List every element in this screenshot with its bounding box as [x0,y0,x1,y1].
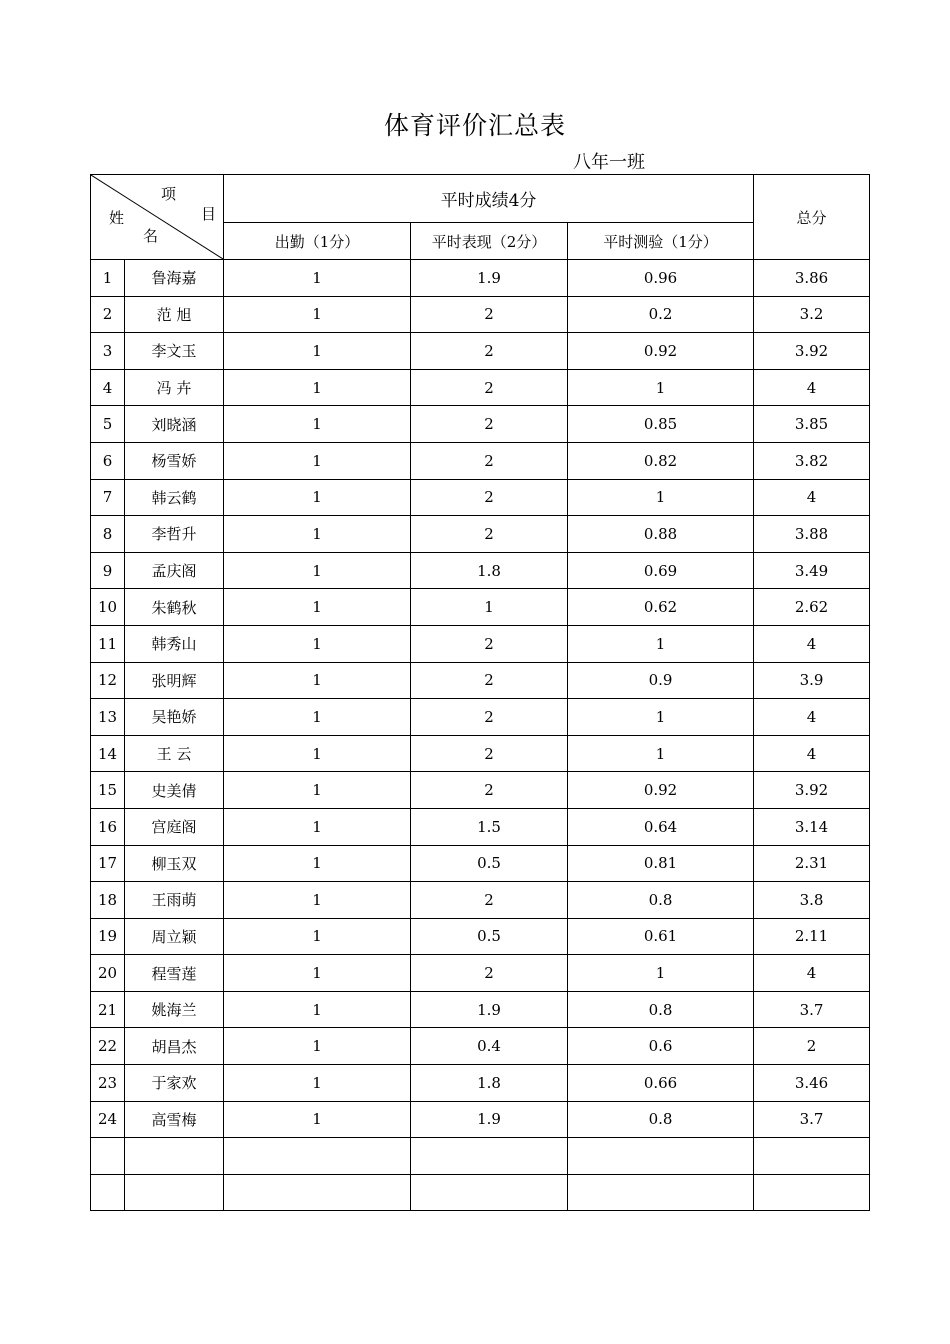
total-cell: 3.7 [754,1101,870,1138]
test-cell: 1 [568,735,754,772]
corner-header-cell [91,175,224,260]
table-row [91,296,870,333]
attendance-cell: 1 [224,1028,411,1065]
table-row [91,1028,870,1065]
attendance-cell: 1 [224,808,411,845]
total-cell [754,1138,870,1175]
row-number-cell: 14 [91,735,125,772]
table-row [91,479,870,516]
performance-cell: 0.4 [411,1028,568,1065]
performance-cell: 2 [411,479,568,516]
test-header-cell: 平时测验（1分） [568,223,754,260]
test-cell: 0.6 [568,1028,754,1065]
performance-cell: 1.9 [411,260,568,297]
attendance-cell: 1 [224,1065,411,1102]
row-number-cell: 22 [91,1028,125,1065]
test-cell: 0.8 [568,882,754,919]
performance-cell: 2 [411,333,568,370]
row-number-cell [91,1138,125,1175]
test-cell: 0.64 [568,808,754,845]
attendance-cell: 1 [224,918,411,955]
test-cell: 0.88 [568,516,754,553]
performance-cell: 2 [411,296,568,333]
table-row [91,991,870,1028]
performance-cell: 2 [411,772,568,809]
corner-label-mu: 目 [201,205,217,223]
student-name-cell: 宫庭阁 [125,808,224,845]
test-cell: 0.92 [568,333,754,370]
row-number-cell: 6 [91,442,125,479]
performance-cell: 2 [411,369,568,406]
table-row [91,699,870,736]
performance-cell: 1 [411,589,568,626]
performance-cell: 1.5 [411,808,568,845]
attendance-cell: 1 [224,552,411,589]
attendance-cell: 1 [224,589,411,626]
student-name-cell: 朱鹤秋 [125,589,224,626]
test-cell: 0.66 [568,1065,754,1102]
table-row [91,260,870,297]
row-number-cell: 16 [91,808,125,845]
table-row [91,442,870,479]
student-name-cell: 王雨萌 [125,882,224,919]
student-name-cell [125,1138,224,1175]
performance-cell: 2 [411,442,568,479]
test-cell: 0.2 [568,296,754,333]
row-number-cell: 17 [91,845,125,882]
row-number-cell: 1 [91,260,125,297]
total-cell: 2.11 [754,918,870,955]
performance-cell: 2 [411,406,568,443]
table-row [91,1174,870,1211]
total-cell: 3.86 [754,260,870,297]
student-name-cell: 吴艳娇 [125,699,224,736]
total-cell: 4 [754,699,870,736]
document-title: 体育评价汇总表 [383,111,566,140]
student-name-cell: 韩云鹤 [125,479,224,516]
attendance-cell: 1 [224,516,411,553]
test-cell: 0.69 [568,552,754,589]
table-row [91,1138,870,1175]
test-cell: 0.9 [568,662,754,699]
attendance-cell [224,1138,411,1175]
student-name-cell: 范 旭 [125,296,224,333]
performance-cell: 2 [411,516,568,553]
total-cell: 3.88 [754,516,870,553]
total-cell: 2.31 [754,845,870,882]
test-cell: 0.62 [568,589,754,626]
table-row [91,406,870,443]
total-cell: 3.7 [754,991,870,1028]
attendance-cell: 1 [224,406,411,443]
total-cell: 4 [754,369,870,406]
total-cell: 3.8 [754,882,870,919]
attendance-cell: 1 [224,735,411,772]
performance-header-cell: 平时表现（2分） [411,223,568,260]
class-name: 八年一班 [573,152,645,173]
total-cell: 3.2 [754,296,870,333]
table-row [91,333,870,370]
test-cell: 1 [568,625,754,662]
total-cell: 4 [754,955,870,992]
test-cell [568,1174,754,1211]
attendance-cell: 1 [224,662,411,699]
row-number-cell: 8 [91,516,125,553]
student-name-cell: 冯 卉 [125,369,224,406]
attendance-cell: 1 [224,1101,411,1138]
attendance-cell [224,1174,411,1211]
table-row [91,625,870,662]
attendance-cell: 1 [224,882,411,919]
table-row [91,589,870,626]
test-cell: 1 [568,699,754,736]
header-row-1 [91,175,870,223]
total-cell: 3.82 [754,442,870,479]
corner-label-ming: 名 [143,227,159,245]
test-cell: 0.82 [568,442,754,479]
attendance-cell: 1 [224,955,411,992]
attendance-cell: 1 [224,333,411,370]
attendance-header-cell: 出勤（1分） [224,223,411,260]
student-name-cell: 于家欢 [125,1065,224,1102]
total-cell: 3.49 [754,552,870,589]
total-cell: 3.46 [754,1065,870,1102]
row-number-cell: 15 [91,772,125,809]
test-cell [568,1138,754,1175]
performance-cell: 2 [411,882,568,919]
attendance-cell: 1 [224,772,411,809]
test-cell: 1 [568,479,754,516]
student-name-cell: 杨雪娇 [125,442,224,479]
corner-label-xiang: 项 [161,185,177,203]
performance-cell: 2 [411,625,568,662]
student-name-cell: 鲁海嘉 [125,260,224,297]
performance-cell: 1.9 [411,1101,568,1138]
performance-cell [411,1174,568,1211]
student-name-cell: 韩秀山 [125,625,224,662]
row-number-cell: 20 [91,955,125,992]
student-name-cell: 孟庆阁 [125,552,224,589]
row-number-cell: 23 [91,1065,125,1102]
table-row [91,552,870,589]
attendance-cell: 1 [224,991,411,1028]
total-cell: 3.85 [754,406,870,443]
student-name-cell: 高雪梅 [125,1101,224,1138]
total-cell [754,1174,870,1211]
performance-cell: 1.9 [411,991,568,1028]
test-cell: 0.61 [568,918,754,955]
performance-cell: 1.8 [411,552,568,589]
total-cell: 4 [754,625,870,662]
attendance-cell: 1 [224,296,411,333]
table-row [91,516,870,553]
total-cell: 2 [754,1028,870,1065]
total-cell: 3.92 [754,772,870,809]
total-cell: 3.14 [754,808,870,845]
total-cell: 3.9 [754,662,870,699]
attendance-cell: 1 [224,845,411,882]
student-name-cell: 王 云 [125,735,224,772]
test-cell: 1 [568,955,754,992]
student-name-cell: 张明辉 [125,662,224,699]
table-row [91,1065,870,1102]
total-cell: 2.62 [754,589,870,626]
performance-cell [411,1138,568,1175]
attendance-cell: 1 [224,442,411,479]
table-row [91,1101,870,1138]
student-name-cell: 周立颖 [125,918,224,955]
row-number-cell: 3 [91,333,125,370]
corner-label-xing: 姓 [109,209,125,227]
grade-table [90,174,870,1211]
attendance-cell: 1 [224,479,411,516]
test-cell: 0.8 [568,1101,754,1138]
student-name-cell: 史美倩 [125,772,224,809]
student-name-cell: 姚海兰 [125,991,224,1028]
table-row [91,955,870,992]
attendance-cell: 1 [224,699,411,736]
test-cell: 0.96 [568,260,754,297]
performance-cell: 2 [411,955,568,992]
performance-cell: 0.5 [411,845,568,882]
test-cell: 0.92 [568,772,754,809]
attendance-cell: 1 [224,369,411,406]
row-number-cell: 24 [91,1101,125,1138]
row-number-cell [91,1174,125,1211]
performance-cell: 2 [411,662,568,699]
performance-cell: 2 [411,699,568,736]
group-header-cell: 平时成绩4分 [224,175,754,223]
table-row [91,772,870,809]
attendance-cell: 1 [224,260,411,297]
total-cell: 4 [754,479,870,516]
row-number-cell: 19 [91,918,125,955]
table-row [91,662,870,699]
student-name-cell: 李文玉 [125,333,224,370]
performance-cell: 1.8 [411,1065,568,1102]
test-cell: 0.81 [568,845,754,882]
row-number-cell: 12 [91,662,125,699]
table-row [91,735,870,772]
test-cell: 1 [568,369,754,406]
row-number-cell: 5 [91,406,125,443]
total-cell: 4 [754,735,870,772]
table-row [91,845,870,882]
table-row [91,882,870,919]
test-cell: 0.8 [568,991,754,1028]
student-name-cell: 程雪莲 [125,955,224,992]
table-row [91,369,870,406]
row-number-cell: 7 [91,479,125,516]
table-row [91,918,870,955]
test-cell: 0.85 [568,406,754,443]
row-number-cell: 18 [91,882,125,919]
performance-cell: 2 [411,735,568,772]
row-number-cell: 2 [91,296,125,333]
row-number-cell: 4 [91,369,125,406]
total-cell: 3.92 [754,333,870,370]
student-name-cell [125,1174,224,1211]
student-name-cell: 李哲升 [125,516,224,553]
row-number-cell: 9 [91,552,125,589]
student-name-cell: 刘晓涵 [125,406,224,443]
attendance-cell: 1 [224,625,411,662]
student-name-cell: 胡昌杰 [125,1028,224,1065]
row-number-cell: 10 [91,589,125,626]
total-header-cell: 总分 [754,175,870,260]
row-number-cell: 11 [91,625,125,662]
table-row [91,808,870,845]
performance-cell: 0.5 [411,918,568,955]
student-name-cell: 柳玉双 [125,845,224,882]
row-number-cell: 21 [91,991,125,1028]
row-number-cell: 13 [91,699,125,736]
